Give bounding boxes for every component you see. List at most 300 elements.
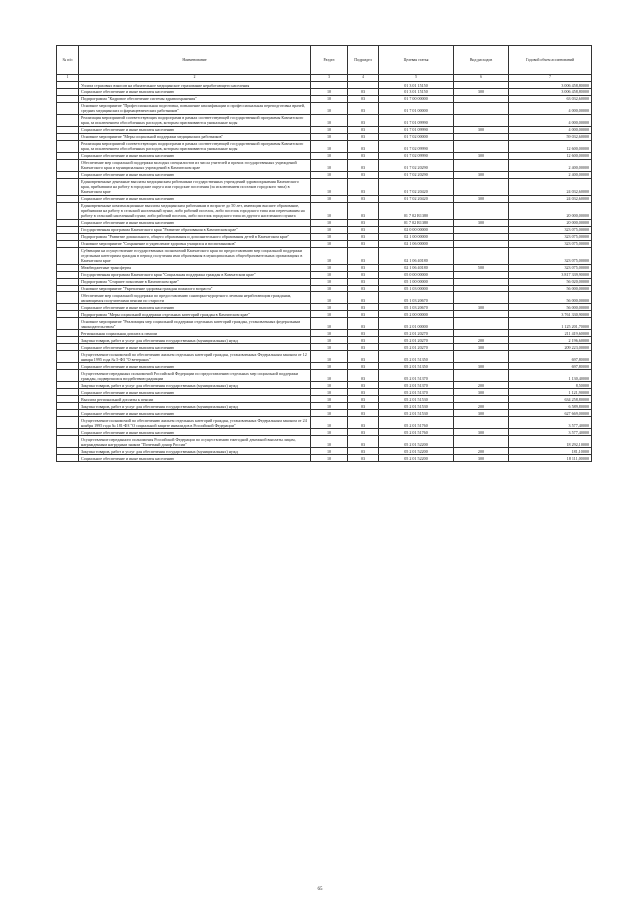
table-row bbox=[57, 292, 592, 304]
cell-amount: 697,80000 bbox=[509, 351, 592, 363]
cell-section: 10 bbox=[311, 396, 348, 403]
cell-target-item: 05 2 00 00000 bbox=[379, 311, 454, 318]
cell-section: 10 bbox=[311, 278, 348, 285]
table-row bbox=[57, 318, 592, 330]
cell-section: 10 bbox=[311, 102, 348, 114]
cell-amount: 3 817 339,90000 bbox=[509, 271, 592, 278]
cell-num bbox=[57, 140, 79, 152]
cell-amount: 3 006 458,80000 bbox=[509, 82, 592, 89]
cell-subsection: 03 bbox=[348, 271, 379, 278]
cell-expense-type bbox=[454, 436, 509, 448]
cell-section: 10 bbox=[311, 436, 348, 448]
cell-name: Социальное обеспечение и иные выплаты населению bbox=[79, 195, 311, 202]
cell-subsection: 03 bbox=[348, 133, 379, 140]
cell-amount: 4 000,00000 bbox=[509, 114, 592, 126]
table-row bbox=[57, 304, 592, 311]
table-row bbox=[57, 344, 592, 351]
cell-name: Подпрограмма "Старшее поколение в Камчатском крае" bbox=[79, 278, 311, 285]
cell-target-item: 05 2 01 51530 bbox=[379, 403, 454, 410]
column-number: 3 bbox=[311, 75, 348, 82]
column-number: 6 bbox=[454, 75, 509, 82]
cell-num bbox=[57, 247, 79, 264]
cell-name: Социальное обеспечение и иные выплаты населению bbox=[79, 410, 311, 417]
cell-target-item: 01 7 02 20420 bbox=[379, 178, 454, 195]
cell-subsection: 03 bbox=[348, 455, 379, 462]
cell-section: 10 bbox=[311, 271, 348, 278]
cell-subsection: 03 bbox=[348, 159, 379, 171]
cell-name: Государственная программа Камчатского края "Развитие образования в Камчатском крае" bbox=[79, 226, 311, 233]
cell-amount: 323 075,00000 bbox=[509, 264, 592, 271]
cell-target-item: 05 2 01 51760 bbox=[379, 417, 454, 429]
cell-amount: 2 400,00000 bbox=[509, 171, 592, 178]
cell-section: 10 bbox=[311, 159, 348, 171]
cell-num bbox=[57, 264, 79, 271]
cell-section: 10 bbox=[311, 318, 348, 330]
cell-num bbox=[57, 292, 79, 304]
cell-target-item: 05 1 03 00000 bbox=[379, 285, 454, 292]
cell-amount: 697,80000 bbox=[509, 363, 592, 370]
table-row bbox=[57, 370, 592, 382]
table-row bbox=[57, 396, 592, 403]
cell-target-item: 05 2 01 52200 bbox=[379, 436, 454, 448]
cell-section: 10 bbox=[311, 195, 348, 202]
cell-num bbox=[57, 114, 79, 126]
cell-expense-type bbox=[454, 311, 509, 318]
cell-target-item: 05 2 01 51760 bbox=[379, 429, 454, 436]
cell-name: Подпрограмма "Меры социальной поддержки отдельных категорий граждан в Камчатском крае" bbox=[79, 311, 311, 318]
cell-amount: 211 419,60000 bbox=[509, 330, 592, 337]
cell-amount: 1 121,90000 bbox=[509, 389, 592, 396]
cell-section: 10 bbox=[311, 152, 348, 159]
cell-name: Основное мероприятие "Реализация мер социальной поддержки отдельных категорий граждан, установленных федеральным законодательством" bbox=[79, 318, 311, 330]
cell-section bbox=[311, 82, 348, 89]
cell-expense-type: 500 bbox=[454, 264, 509, 271]
cell-amount: 24 032,60000 bbox=[509, 178, 592, 195]
cell-name: Социальное обеспечение и иные выплаты населению bbox=[79, 455, 311, 462]
cell-subsection: 03 bbox=[348, 337, 379, 344]
cell-amount: 627 669,00000 bbox=[509, 410, 592, 417]
cell-expense-type bbox=[454, 247, 509, 264]
cell-subsection: 03 bbox=[348, 219, 379, 226]
table-row bbox=[57, 271, 592, 278]
cell-section: 10 bbox=[311, 389, 348, 396]
cell-section: 10 bbox=[311, 95, 348, 102]
cell-section: 10 bbox=[311, 240, 348, 247]
cell-section: 10 bbox=[311, 292, 348, 304]
cell-expense-type: 300 bbox=[454, 88, 509, 95]
cell-subsection: 03 bbox=[348, 202, 379, 219]
cell-subsection: 03 bbox=[348, 171, 379, 178]
header-num: № п/п bbox=[57, 46, 79, 75]
cell-target-item: 05 2 01 51370 bbox=[379, 382, 454, 389]
table-row bbox=[57, 240, 592, 247]
cell-expense-type bbox=[454, 82, 509, 89]
cell-target-item: 05 2 01 20270 bbox=[379, 330, 454, 337]
cell-amount: 4 000,00000 bbox=[509, 126, 592, 133]
cell-expense-type: 300 bbox=[454, 219, 509, 226]
cell-section: 10 bbox=[311, 344, 348, 351]
cell-name: Единовременные компенсационные выплаты медицинским работникам в возрасте до 50 лет, имеющим высшее образование, прибывшим на работу в сельский населенный пункт, либо рабочий поселок, либо поселок городского типа или переехавшим на работу в сельский населенный пункт, либо рабочий поселок, либо поселок городского типа из другого населенного пункта bbox=[79, 202, 311, 219]
cell-name: Закупка товаров, работ и услуг для обеспечения государственных (муниципальных) нужд bbox=[79, 382, 311, 389]
table-row bbox=[57, 126, 592, 133]
cell-subsection: 03 bbox=[348, 140, 379, 152]
cell-name: Межбюджетные трансферты bbox=[79, 264, 311, 271]
cell-section: 10 bbox=[311, 126, 348, 133]
table-header-row bbox=[57, 46, 592, 75]
cell-subsection: 03 bbox=[348, 102, 379, 114]
cell-section: 10 bbox=[311, 226, 348, 233]
cell-expense-type bbox=[454, 226, 509, 233]
cell-amount: 209 223,00000 bbox=[509, 344, 592, 351]
table-row bbox=[57, 278, 592, 285]
cell-amount: 3 577,40000 bbox=[509, 429, 592, 436]
cell-subsection: 03 bbox=[348, 318, 379, 330]
cell-amount: 1 125 201,70000 bbox=[509, 318, 592, 330]
cell-section: 10 bbox=[311, 233, 348, 240]
cell-expense-type: 300 bbox=[454, 344, 509, 351]
cell-expense-type bbox=[454, 95, 509, 102]
cell-subsection: 03 bbox=[348, 226, 379, 233]
cell-subsection bbox=[348, 82, 379, 89]
cell-subsection: 03 bbox=[348, 95, 379, 102]
header-subsection: Подраздел bbox=[348, 46, 379, 75]
cell-expense-type bbox=[454, 102, 509, 114]
cell-expense-type bbox=[454, 292, 509, 304]
cell-section: 10 bbox=[311, 133, 348, 140]
cell-expense-type: 300 bbox=[454, 455, 509, 462]
cell-amount: 18 111,00000 bbox=[509, 455, 592, 462]
cell-num bbox=[57, 311, 79, 318]
cell-amount: 2 196,60000 bbox=[509, 337, 592, 344]
cell-amount: 24 032,60000 bbox=[509, 195, 592, 202]
cell-section: 10 bbox=[311, 330, 348, 337]
budget-table bbox=[56, 45, 592, 462]
cell-amount: 56 000,00000 bbox=[509, 304, 592, 311]
cell-expense-type bbox=[454, 202, 509, 219]
cell-name: Единовременные денежные выплаты медицинским работникам государственных учреждений здравоохранения Камчатского края, прибывшим на работу в городские округа или городские поселения (за исключением поселков городского типа) в Камчатском крае bbox=[79, 178, 311, 195]
cell-target-item: 01 3 01 15150 bbox=[379, 82, 454, 89]
cell-subsection: 03 bbox=[348, 292, 379, 304]
cell-subsection: 03 bbox=[348, 351, 379, 363]
cell-target-item: 05 0 00 00000 bbox=[379, 271, 454, 278]
cell-subsection: 03 bbox=[348, 344, 379, 351]
cell-target-item: 01 7 02 09990 bbox=[379, 152, 454, 159]
cell-name: Подпрограмма "Кадровое обеспечение системы здравоохранения" bbox=[79, 95, 311, 102]
table-row bbox=[57, 311, 592, 318]
cell-target-item: 05 2 01 51350 bbox=[379, 351, 454, 363]
cell-section: 10 bbox=[311, 219, 348, 226]
cell-num bbox=[57, 171, 79, 178]
cell-subsection: 03 bbox=[348, 410, 379, 417]
cell-target-item: 01 7 02 20290 bbox=[379, 159, 454, 171]
table-row bbox=[57, 159, 592, 171]
cell-amount: 323 075,00000 bbox=[509, 233, 592, 240]
cell-section: 10 bbox=[311, 410, 348, 417]
table-row bbox=[57, 171, 592, 178]
cell-section: 10 bbox=[311, 202, 348, 219]
cell-expense-type bbox=[454, 285, 509, 292]
table-row bbox=[57, 233, 592, 240]
cell-section: 10 bbox=[311, 351, 348, 363]
cell-name: Социальное обеспечение и иные выплаты населению bbox=[79, 152, 311, 159]
cell-num bbox=[57, 318, 79, 330]
cell-subsection: 03 bbox=[348, 264, 379, 271]
cell-expense-type: 300 bbox=[454, 195, 509, 202]
cell-target-item: 01 7 02 09990 bbox=[379, 140, 454, 152]
cell-name: Подпрограмма "Развитие дошкольного, общего образования и дополнительного образования детей в Камчатском крае" bbox=[79, 233, 311, 240]
cell-target-item: 01 7 01 09990 bbox=[379, 114, 454, 126]
table-row bbox=[57, 382, 592, 389]
cell-name: Осуществление переданных полномочий Российской Федерации по предоставлению отдельных мер социальной поддержки граждан, подвергшихся воздействию радиации bbox=[79, 370, 311, 382]
cell-target-item: 02 1 00 00000 bbox=[379, 233, 454, 240]
cell-name: Социальное обеспечение и иные выплаты населению bbox=[79, 304, 311, 311]
cell-target-item: 05 1 03 20670 bbox=[379, 304, 454, 311]
cell-num bbox=[57, 226, 79, 233]
table-row bbox=[57, 202, 592, 219]
cell-amount: 56 000,00000 bbox=[509, 285, 592, 292]
cell-expense-type bbox=[454, 370, 509, 382]
cell-name: Уплата страховых взносов на обязательное медицинское страхование неработающего населения bbox=[79, 82, 311, 89]
cell-section: 10 bbox=[311, 88, 348, 95]
cell-num bbox=[57, 133, 79, 140]
cell-name: Основное мероприятие "Профессиональная подготовка, повышение квалификации и профессиональная переподготовка врачей, средних медицинских и фармацевтических работников" bbox=[79, 102, 311, 114]
cell-section: 10 bbox=[311, 382, 348, 389]
cell-amount: 3 006 458,80000 bbox=[509, 88, 592, 95]
cell-target-item: 01 7 00 00000 bbox=[379, 95, 454, 102]
cell-section: 10 bbox=[311, 114, 348, 126]
cell-subsection: 03 bbox=[348, 178, 379, 195]
column-number: 7 bbox=[509, 75, 592, 82]
cell-num bbox=[57, 337, 79, 344]
cell-num bbox=[57, 95, 79, 102]
cell-amount: 6 589,80000 bbox=[509, 403, 592, 410]
table-row bbox=[57, 82, 592, 89]
cell-subsection: 03 bbox=[348, 396, 379, 403]
cell-target-item: 05 2 01 52200 bbox=[379, 455, 454, 462]
column-number: 1 bbox=[57, 75, 79, 82]
cell-expense-type bbox=[454, 330, 509, 337]
cell-num bbox=[57, 278, 79, 285]
cell-section: 10 bbox=[311, 285, 348, 292]
cell-subsection: 03 bbox=[348, 436, 379, 448]
cell-section: 10 bbox=[311, 403, 348, 410]
table-row bbox=[57, 410, 592, 417]
cell-name: Социальное обеспечение и иные выплаты населению bbox=[79, 389, 311, 396]
cell-target-item: 01 7 01 09990 bbox=[379, 126, 454, 133]
table-row bbox=[57, 403, 592, 410]
cell-amount: 59 032,60000 bbox=[509, 133, 592, 140]
cell-subsection: 03 bbox=[348, 88, 379, 95]
page-number: 65 bbox=[317, 887, 323, 892]
cell-num bbox=[57, 202, 79, 219]
cell-name: Основное мероприятие "Укрепление здоровья граждан пожилого возраста" bbox=[79, 285, 311, 292]
cell-section: 10 bbox=[311, 178, 348, 195]
cell-amount: 181,10000 bbox=[509, 448, 592, 455]
cell-expense-type bbox=[454, 178, 509, 195]
cell-num bbox=[57, 219, 79, 226]
table-row bbox=[57, 337, 592, 344]
cell-subsection: 03 bbox=[348, 152, 379, 159]
cell-expense-type bbox=[454, 351, 509, 363]
cell-expense-type bbox=[454, 240, 509, 247]
cell-num bbox=[57, 330, 79, 337]
cell-amount: 323 075,00000 bbox=[509, 247, 592, 264]
cell-subsection: 03 bbox=[348, 114, 379, 126]
cell-name: Обеспечение мер социальной поддержки по предоставлению санаторно-курортного лечения неработающим гражданам, являющимся получателями пенсии по старости bbox=[79, 292, 311, 304]
cell-target-item: 05 2 01 51370 bbox=[379, 389, 454, 396]
cell-num bbox=[57, 410, 79, 417]
cell-num bbox=[57, 195, 79, 202]
cell-name: Реализация мероприятий соответствующих подпрограмм в рамках соответствующей государственной программы Камчатского края, за исключением обособленных расходов, которым присваиваются уникальные коды bbox=[79, 140, 311, 152]
cell-expense-type bbox=[454, 278, 509, 285]
cell-expense-type: 300 bbox=[454, 304, 509, 311]
cell-subsection: 03 bbox=[348, 311, 379, 318]
cell-section: 10 bbox=[311, 363, 348, 370]
cell-expense-type bbox=[454, 114, 509, 126]
cell-section: 10 bbox=[311, 337, 348, 344]
table-row bbox=[57, 195, 592, 202]
cell-name: Осуществление переданного полномочия Российской Федерации по осуществлению ежегодной денежной выплаты лицам, награжденным нагрудным знаком "Почетный донор России" bbox=[79, 436, 311, 448]
cell-target-item: 02 0 00 00000 bbox=[379, 226, 454, 233]
cell-section: 10 bbox=[311, 370, 348, 382]
cell-target-item: 05 2 01 20270 bbox=[379, 344, 454, 351]
table-row bbox=[57, 95, 592, 102]
cell-num bbox=[57, 285, 79, 292]
cell-name: Закупка товаров, работ и услуг для обеспечения государственных (муниципальных) нужд bbox=[79, 403, 311, 410]
cell-name: Государственная программа Камчатского края "Социальная поддержка граждан в Камчатском крае" bbox=[79, 271, 311, 278]
cell-expense-type bbox=[454, 159, 509, 171]
cell-num bbox=[57, 233, 79, 240]
cell-target-item: 05 2 01 52200 bbox=[379, 448, 454, 455]
cell-name: Осуществление полномочий по обеспечению жильем отдельных категорий граждан, установленных Федеральным законом от 24 ноября 1995 года № 181-ФЗ "О социальной защите инвалидов в Российской Федерации" bbox=[79, 417, 311, 429]
cell-subsection: 03 bbox=[348, 370, 379, 382]
cell-amount: 56 020,00000 bbox=[509, 278, 592, 285]
cell-section: 10 bbox=[311, 140, 348, 152]
cell-subsection: 03 bbox=[348, 429, 379, 436]
cell-num bbox=[57, 436, 79, 448]
cell-num bbox=[57, 429, 79, 436]
table-row bbox=[57, 264, 592, 271]
cell-expense-type: 300 bbox=[454, 171, 509, 178]
cell-num bbox=[57, 178, 79, 195]
cell-target-item: 05 2 01 51350 bbox=[379, 363, 454, 370]
cell-num bbox=[57, 370, 79, 382]
cell-name: Социальное обеспечение и иные выплаты населению bbox=[79, 429, 311, 436]
cell-num bbox=[57, 417, 79, 429]
cell-target-item: 02 1 06 00000 bbox=[379, 240, 454, 247]
cell-subsection: 03 bbox=[348, 363, 379, 370]
cell-name: Социальное обеспечение и иные выплаты населению bbox=[79, 219, 311, 226]
cell-name: Основное мероприятие "Сохранение и укрепление здоровья учащихся и воспитанников" bbox=[79, 240, 311, 247]
cell-subsection: 03 bbox=[348, 240, 379, 247]
cell-name: Реализация мероприятий соответствующих подпрограмм в рамках соответствующей государственной программы Камчатского края, за исключением обособленных расходов, которым присваиваются уникальные коды bbox=[79, 114, 311, 126]
cell-section: 10 bbox=[311, 247, 348, 264]
header-section: Раздел bbox=[311, 46, 348, 75]
cell-num bbox=[57, 126, 79, 133]
cell-amount: 56 000,00000 bbox=[509, 292, 592, 304]
cell-section: 10 bbox=[311, 311, 348, 318]
cell-num bbox=[57, 88, 79, 95]
cell-section: 10 bbox=[311, 455, 348, 462]
cell-name: Выплата региональной доплаты к пенсии bbox=[79, 396, 311, 403]
cell-section: 10 bbox=[311, 264, 348, 271]
column-number: 2 bbox=[79, 75, 311, 82]
cell-section: 10 bbox=[311, 448, 348, 455]
cell-target-item: 01 7 01 00000 bbox=[379, 102, 454, 114]
cell-expense-type bbox=[454, 396, 509, 403]
cell-expense-type bbox=[454, 140, 509, 152]
cell-expense-type: 300 bbox=[454, 389, 509, 396]
table-row bbox=[57, 417, 592, 429]
cell-num bbox=[57, 240, 79, 247]
cell-amount: 63 032,60000 bbox=[509, 95, 592, 102]
table-row bbox=[57, 436, 592, 448]
table-body bbox=[57, 82, 592, 462]
cell-amount: 3 577,40000 bbox=[509, 417, 592, 429]
cell-expense-type bbox=[454, 417, 509, 429]
cell-target-item: 05 2 01 51530 bbox=[379, 410, 454, 417]
column-number-row bbox=[57, 75, 592, 82]
cell-target-item: 05 2 01 51370 bbox=[379, 370, 454, 382]
cell-num bbox=[57, 271, 79, 278]
cell-subsection: 03 bbox=[348, 448, 379, 455]
cell-name: Закупка товаров, работ и услуг для обеспечения государственных (муниципальных) нужд bbox=[79, 337, 311, 344]
table-row bbox=[57, 219, 592, 226]
cell-name: Социальное обеспечение и иные выплаты населению bbox=[79, 171, 311, 178]
cell-name: Осуществление полномочий по обеспечению жильем отдельных категорий граждан, установленных Федеральным законом от 12 января 1995 года № 5-ФЗ "О ветеранах" bbox=[79, 351, 311, 363]
cell-amount: 323 075,00000 bbox=[509, 226, 592, 233]
table-row bbox=[57, 102, 592, 114]
table-row bbox=[57, 133, 592, 140]
cell-subsection: 03 bbox=[348, 330, 379, 337]
cell-expense-type bbox=[454, 271, 509, 278]
cell-name: Социальное обеспечение и иные выплаты населению bbox=[79, 88, 311, 95]
cell-name: Обеспечение мер социальной поддержки молодых специалистов из числа учителей и прочих государственных учреждений Камчатского края и муниципальных учреждений в Камчатском крае bbox=[79, 159, 311, 171]
cell-subsection: 03 bbox=[348, 126, 379, 133]
cell-num bbox=[57, 82, 79, 89]
cell-num bbox=[57, 389, 79, 396]
cell-target-item: 05 1 03 20670 bbox=[379, 292, 454, 304]
cell-target-item: 02 1 06 40180 bbox=[379, 247, 454, 264]
cell-num bbox=[57, 448, 79, 455]
cell-expense-type bbox=[454, 233, 509, 240]
table-row bbox=[57, 178, 592, 195]
cell-num bbox=[57, 403, 79, 410]
cell-subsection: 03 bbox=[348, 382, 379, 389]
cell-subsection: 03 bbox=[348, 417, 379, 429]
cell-target-item: 01 3 01 15150 bbox=[379, 88, 454, 95]
cell-section: 10 bbox=[311, 429, 348, 436]
cell-name: Закупка товаров, работ и услуг для обеспечения государственных (муниципальных) нужд bbox=[79, 448, 311, 455]
cell-expense-type: 300 bbox=[454, 363, 509, 370]
cell-num bbox=[57, 159, 79, 171]
cell-expense-type: 200 bbox=[454, 448, 509, 455]
table-row bbox=[57, 285, 592, 292]
cell-section: 10 bbox=[311, 304, 348, 311]
cell-amount: 12 600,00000 bbox=[509, 140, 592, 152]
cell-amount: 3 761 330,90000 bbox=[509, 311, 592, 318]
header-amount: Годовой объем ассигнований bbox=[509, 46, 592, 75]
cell-expense-type bbox=[454, 318, 509, 330]
cell-subsection: 03 bbox=[348, 233, 379, 240]
cell-target-item: 01 7 02 20290 bbox=[379, 171, 454, 178]
cell-subsection: 03 bbox=[348, 285, 379, 292]
cell-amount: 8,50000 bbox=[509, 382, 592, 389]
cell-num bbox=[57, 304, 79, 311]
cell-section: 10 bbox=[311, 171, 348, 178]
cell-amount: 1 130,40000 bbox=[509, 370, 592, 382]
cell-name: Региональная социальная доплата к пенсии bbox=[79, 330, 311, 337]
